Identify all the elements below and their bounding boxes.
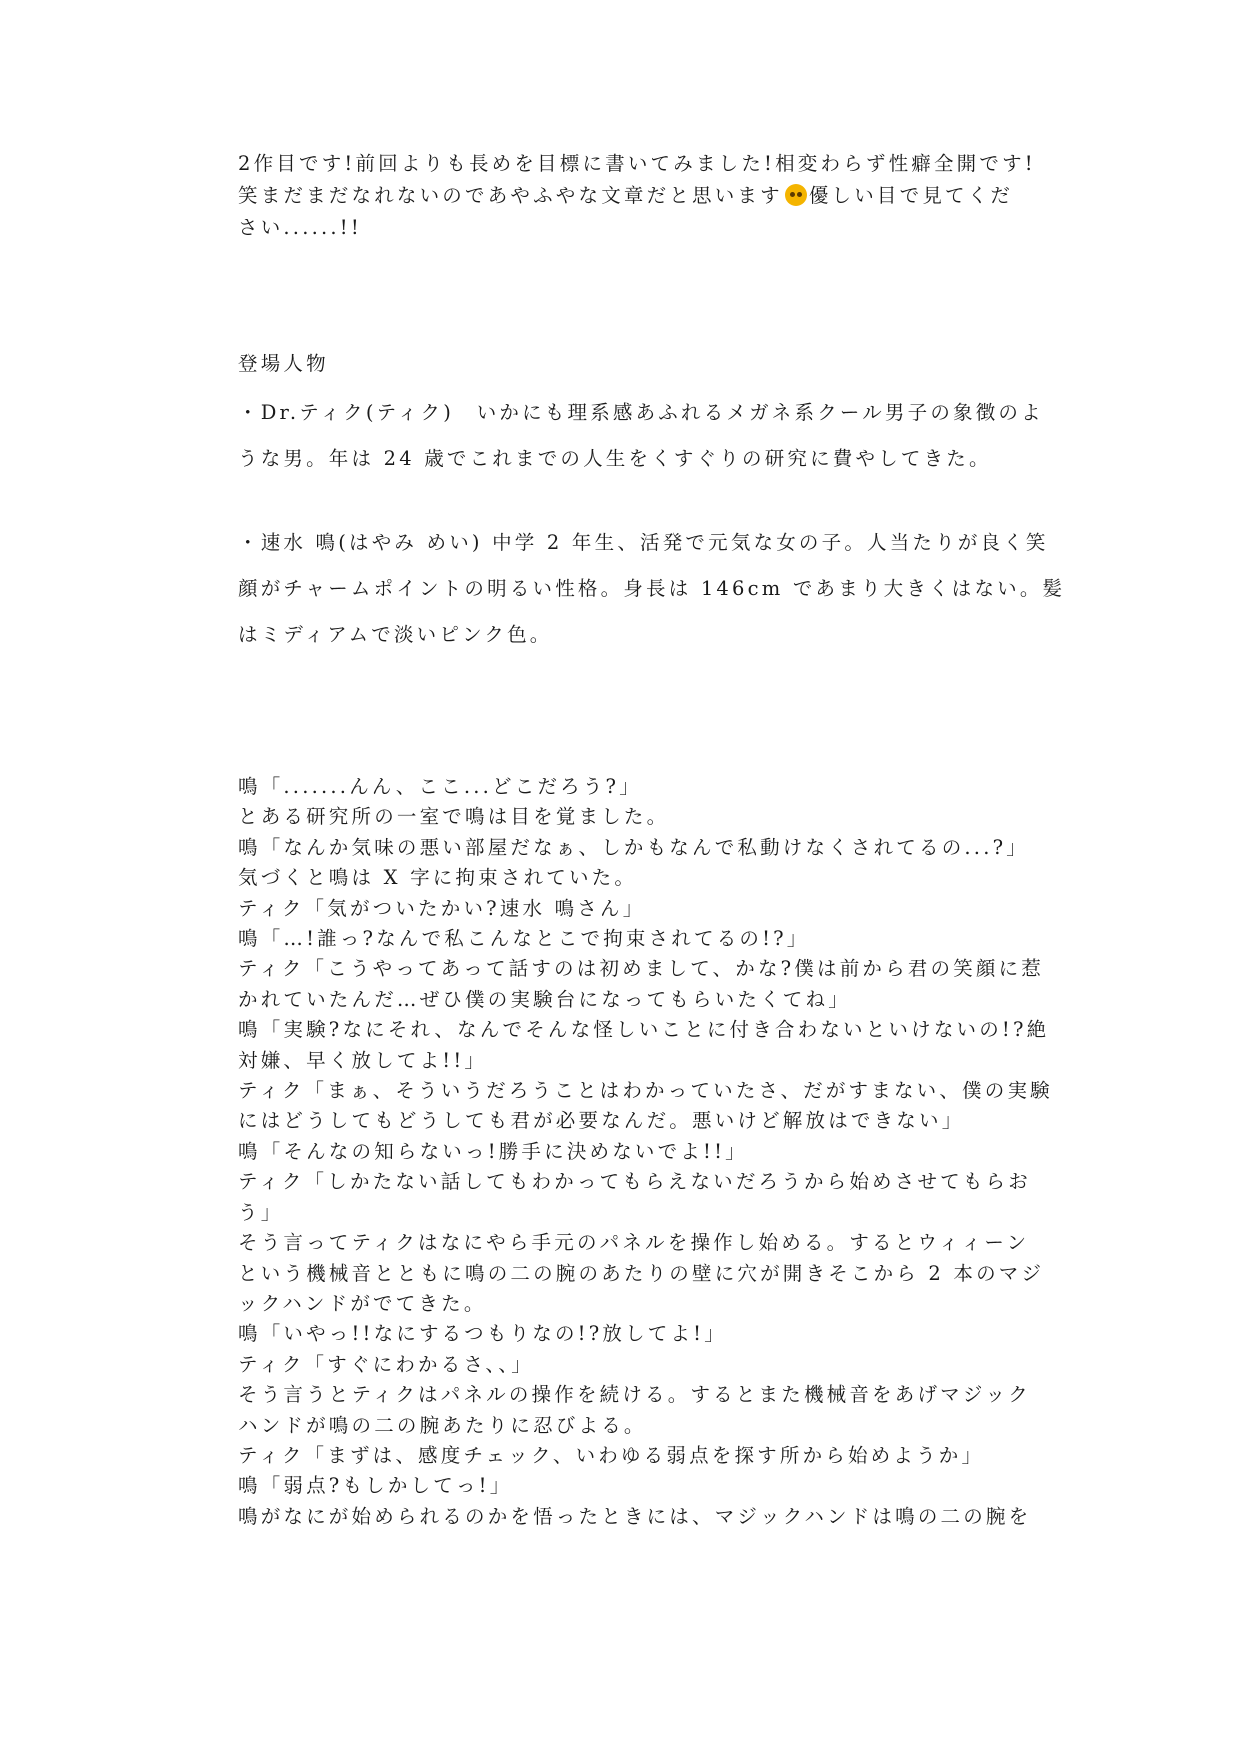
story-line: にはどうしてもどうしても君が必要なんだ。悪いけど解放はできない」: [238, 1109, 965, 1133]
story-line: 鳴「弱点?もしかしてっ!」: [238, 1474, 513, 1498]
story-line: という機械音とともに鳴の二の腕のあたりの壁に穴が開きそこから 2 本のマジ: [238, 1261, 1045, 1285]
character-line: ・Dr.ティク(ティク) いかにも理系感あふれるメガネ系クール男子の象徴のよ: [238, 401, 1044, 424]
story-line: そう言ってティクはなにやら手元のパネルを操作し始める。するとウィィーン: [238, 1231, 1030, 1255]
story-line: 対嫌、早く放してよ!!」: [238, 1048, 488, 1072]
story-line: とある研究所の一室で鳴は目を覚ました。: [238, 805, 670, 829]
story-line: 気づくと鳴は X 字に拘束されていた。: [238, 866, 638, 890]
story-line: 鳴「実験?なにそれ、なんでそんな怪しいことに付き合わないといけないの!?絶: [238, 1018, 1050, 1042]
story-line: う」: [238, 1200, 284, 1224]
story-line: 鳴「.......んん、ここ...どこだろう?」: [238, 775, 642, 798]
story-line: ティク「こうやってあって話すのは初めまして、かな?僕は前から君の笑顔に惹: [238, 957, 1045, 981]
story-line: 鳴「…!誰っ?なんで私こんなとこで拘束されてるの!?」: [238, 927, 810, 951]
story-line: ティク「気がついたかい?速水 鳴さん」: [238, 896, 646, 920]
story-line: 鳴「そんなの知らないっ!勝手に決めないでよ!!」: [238, 1139, 748, 1163]
story-line: ティク「まぁ、そういうだろうことはわかっていたさ、だがすまない、僕の実験: [238, 1079, 1053, 1103]
character-line: 顔がチャームポイントの明るい性格。身長は 146cm であまり大きくはない。髪: [238, 577, 1066, 600]
character-line: はミディアムで淡いピンク色。: [238, 623, 553, 646]
characters-heading: 登場人物: [238, 352, 329, 375]
story-text: [238, 772, 1053, 1532]
story-line: 鳴がなにが始められるのかを悟ったときには、マジックハンドは鳴の二の腕を: [238, 1504, 1032, 1528]
intro-line-text: 笑まだまだなれないのであやふやな文章だと思います: [238, 184, 783, 207]
story-line: ティク「しかたない話してもわかってもらえないだろうから始めさせてもらお: [238, 1170, 1031, 1194]
character-mei: [238, 520, 1066, 658]
intro-line: [238, 180, 1018, 212]
intro-line-text: 優しい目で見てくだ: [808, 184, 1014, 207]
story-line: そう言うとティクはパネルの操作を続ける。するとまた機械音をあげマジック: [238, 1383, 1031, 1407]
character-line: ・速水 鳴(はやみ めい) 中学 2 年生、活発で元気な女の子。人当たりが良く笑: [238, 531, 1049, 554]
story-line: ハンドが鳴の二の腕あたりに忍びよる。: [238, 1413, 647, 1437]
story-line: ックハンドがでてきた。: [238, 1291, 487, 1315]
intro-line: 2作目です!前回よりも長めを目標に書いてみました!相変わらず性癖全開です!: [238, 152, 1036, 175]
character-line: うな男。年は 24 歳でこれまでの人生をくすぐりの研究に費やしてきた。: [238, 447, 992, 470]
story-line: かれていたんだ…ぜひ僕の実験台になってもらいたくてね」: [238, 987, 851, 1011]
story-line: 鳴「なんか気味の悪い部屋だなぁ、しかもなんで私動けなくされてるの...?」: [238, 835, 1029, 859]
story-line: ティク「すぐにわかるさ、、」: [238, 1352, 534, 1376]
story-line: ティク「まずは、感度チェック、いわゆる弱点を探す所から始めようか」: [238, 1443, 985, 1467]
character-tick: [238, 390, 1044, 482]
intro-paragraph: [238, 148, 1036, 244]
story-line: 鳴「いやっ!!なにするつもりなの!?放してよ!」: [238, 1322, 727, 1346]
pensive-smiling-face-icon: [785, 184, 807, 206]
intro-line: さい......!!: [238, 216, 362, 239]
